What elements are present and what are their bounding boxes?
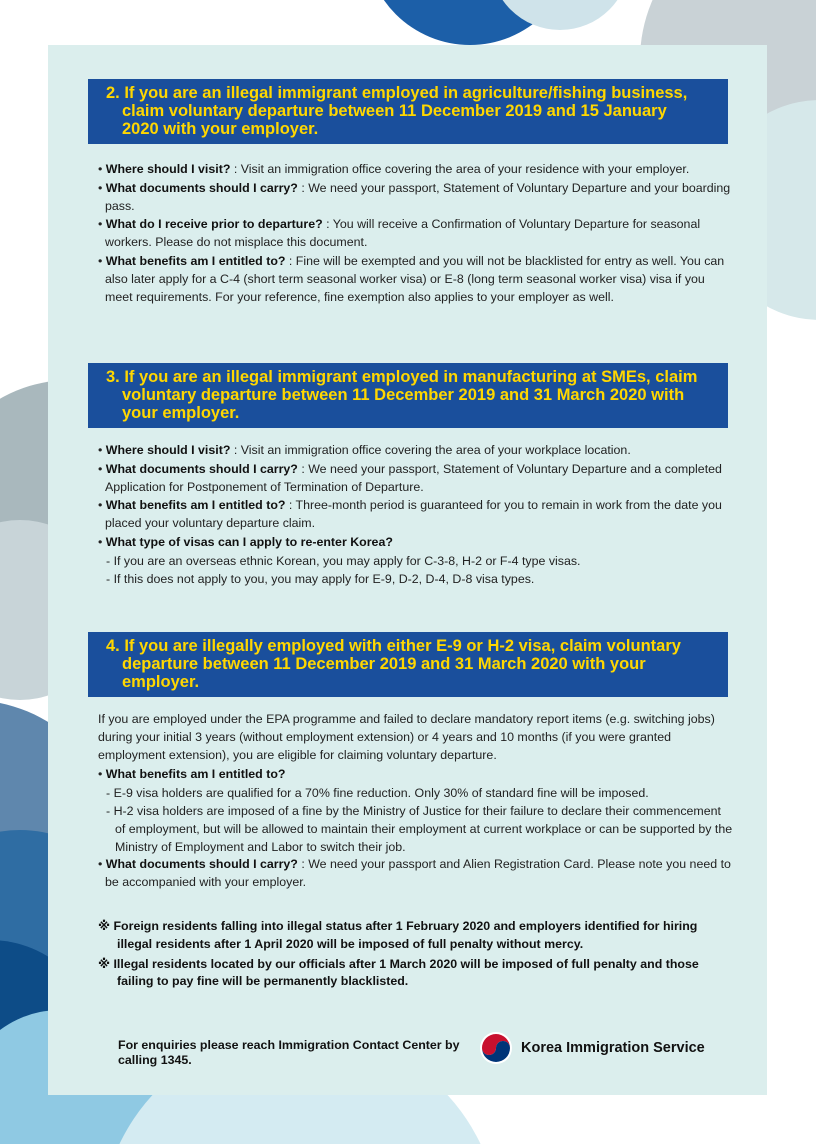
content-panel <box>48 45 767 1095</box>
taeguk-icon <box>479 1031 513 1065</box>
brand-name: Korea Immigration Service <box>521 1040 705 1056</box>
section-4-documents-answer: : We need your passport and Alien Registration Card. Please note you need to be accompanied with your employer. <box>105 857 731 890</box>
section-3-sub-ethnic-korean: - If you are an overseas ethnic Korean, you may apply for C-3-8, H-2 or F-4 type visas. <box>106 553 581 568</box>
section-2-bullet-documents: • What documents should I carry? : We need your passport, Statement of Voluntary Departure and your boarding pass. <box>98 180 731 213</box>
section-4-documents-question: What documents should I carry? <box>105 857 298 872</box>
section-2-benefits-question: What benefits am I entitled to? <box>105 253 286 268</box>
section-3-title-line-3: your employer. <box>122 404 240 422</box>
note-full-penalty: ※ Illegal residents located by our officials after 1 March 2020 will be imposed of full penalty and those failing to pay fine will be permanently blacklisted. <box>98 956 699 989</box>
section-3-body <box>98 442 734 588</box>
section-3-visit-answer: : Visit an immigration office covering the area of your workplace location. <box>230 443 631 457</box>
section-2-bullet-visit: • Where should I visit? : Visit an immigration office covering the area of your residence with your employer. <box>98 162 690 176</box>
brand-logo <box>479 1030 705 1066</box>
section-2-bullet-benefits: • What benefits am I entitled to? : Fine will be exempted and you will not be blacklisted for entry as well. You can also later apply for a C-4 (short term seasonal worker visa) or E-8 (long term seasonal worker visa) visa if you meet requirements. For your reference, fine exemption also applies to your employer as well. <box>98 253 725 304</box>
section-4-benefits-question: What benefits am I entitled to? <box>105 767 286 782</box>
section-2-title-line-2: claim voluntary departure between 11 December 2019 and 15 January <box>122 102 667 120</box>
section-3-bullet-documents: • What documents should I carry? : We need your passport, Statement of Voluntary Departure and a completed Application for Postponement of Termination of Departure. <box>98 461 722 494</box>
section-2-receive-question: What do I receive prior to departure? <box>105 217 323 232</box>
section-2-receive-answer: : You will receive a Confirmation of Voluntary Departure for seasonal workers. Please do not misplace this document. <box>105 217 701 250</box>
section-3-documents-answer: : We need your passport, Statement of Voluntary Departure and a completed Application for Postponement of Termination of Departure. <box>105 461 722 494</box>
section-4-header <box>88 632 728 697</box>
section-4-title-line-2: departure between 11 December 2019 and 31 March 2020 with your <box>122 655 646 673</box>
section-2-bullet-receive: • What do I receive prior to departure? : You will receive a Confirmation of Voluntary Departure for seasonal workers. Please do not misplace this document. <box>98 217 701 250</box>
section-2-visit-answer: : Visit an immigration office covering the area of your residence with your employer. <box>230 162 690 176</box>
section-2-title-line-1: 2. If you are an illegal immigrant employed in agriculture/fishing business, <box>106 84 688 102</box>
note-illegal-status: ※ Foreign residents falling into illegal status after 1 February 2020 and employers identified for hiring illegal residents after 1 April 2020 will be imposed of full penalty without mercy. <box>98 919 698 951</box>
section-2-documents-answer: : We need your passport, Statement of Voluntary Departure and your boarding pass. <box>105 180 731 213</box>
section-2-header <box>88 79 728 144</box>
section-3-benefits-question: What benefits am I entitled to? <box>105 498 286 513</box>
section-2-body <box>98 161 734 307</box>
section-4-intro: If you are employed under the EPA programme and failed to declare mandatory report items (e.g. switching jobs) during your initial 3 years (without employment extension) or 4 years and 10 months (if you were granted employment extension), you are eligible for claiming voluntary departure. <box>98 712 715 762</box>
section-3-header <box>88 363 728 428</box>
section-4-title-line-3: employer. <box>122 673 200 691</box>
section-3-bullet-visit: • Where should I visit? : Visit an immigration office covering the area of your workplace location. <box>98 443 631 457</box>
section-3-benefits-answer: : Three-month period is guaranteed for you to remain in work from the date you placed your voluntary departure claim. <box>105 498 722 531</box>
section-3-bullet-benefits: • What benefits am I entitled to? : Three-month period is guaranteed for you to remain in work from the date you placed your voluntary departure claim. <box>98 498 722 531</box>
section-3-title-line-2: voluntary departure between 11 December 2019 and 31 March 2020 with <box>122 386 685 404</box>
section-3-title-line-1: 3. If you are an illegal immigrant employed in manufacturing at SMEs, claim <box>106 368 698 386</box>
section-4-bullet-benefits: • What benefits am I entitled to? <box>98 767 286 782</box>
section-3-sub-other: - If this does not apply to you, you may apply for E-9, D-2, D-4, D-8 visa types. <box>106 571 535 586</box>
section-4-bullet-documents: • What documents should I carry? : We need your passport and Alien Registration Card. Please note you need to be accompanied with your employer. <box>98 857 731 890</box>
notes-block <box>98 918 734 993</box>
section-3-visit-question: Where should I visit? <box>105 443 231 457</box>
section-2-visit-question: Where should I visit? <box>105 162 231 176</box>
section-4-body <box>98 711 734 893</box>
section-3-documents-question: What documents should I carry? <box>105 461 298 476</box>
section-2-benefits-answer: : Fine will be exempted and you will not be blacklisted for entry as well. You can also later apply for a C-4 (short term seasonal worker visa) or E-8 (long term seasonal worker visa) visa if you meet requirements. For your reference, fine exemption also applies to your employer as well. <box>105 253 725 304</box>
section-3-bullet-visa-types: • What type of visas can I apply to re-enter Korea? <box>98 534 393 549</box>
section-2-documents-question: What documents should I carry? <box>105 180 298 195</box>
section-3-visa-types-question: What type of visas can I apply to re-enter Korea? <box>105 534 393 549</box>
section-4-sub-e9: - E-9 visa holders are qualified for a 70% fine reduction. Only 30% of standard fine will be imposed. <box>106 786 649 801</box>
section-2-title-line-3: 2020 with your employer. <box>122 120 319 138</box>
section-4-title-line-1: 4. If you are illegally employed with either E-9 or H-2 visa, claim voluntary <box>106 637 681 655</box>
section-4-sub-h2: - H-2 visa holders are imposed of a fine by the Ministry of Justice for their failure to declare their commencement of employment, but will be allowed to maintain their employment at current workplace or can be supported by the Ministry of Employment and Labor to switch their job. <box>106 803 733 854</box>
contact-info: For enquiries please reach Immigration Contact Center by calling 1345. <box>118 1038 460 1067</box>
